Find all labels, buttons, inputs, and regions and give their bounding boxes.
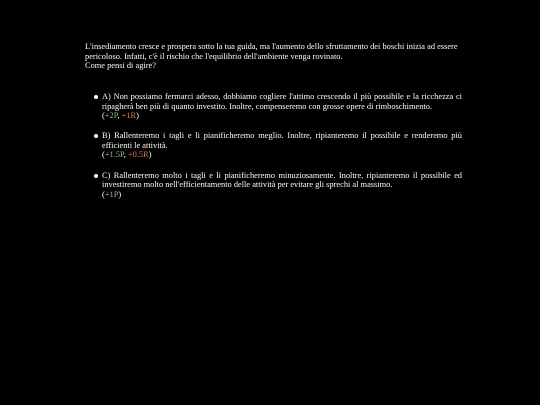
event-panel: [85, 42, 462, 71]
event-description: [85, 42, 462, 71]
effect-positive: +1.5P: [104, 150, 124, 160]
bullet-icon: [94, 134, 98, 138]
choice-effects: (+1P): [102, 189, 122, 199]
choice-option-c[interactable]: [94, 171, 462, 200]
choice-list: [94, 92, 462, 210]
effect-negative: +1R: [121, 111, 137, 121]
event-text: L'insediamento cresce e prospera sotto la tua guida, ma l'aumento dello sfruttamento dei boschi inizia ad essere pericoloso. Infatti, c'è il rischio che l'equilibrio dell'ambiente venga rovinato.: [85, 42, 458, 61]
choice-effects: (+1.5P, +0.5R): [102, 150, 152, 160]
choice-text: B) Rallenteremo i tagli e li pianificheremo meglio. Inoltre, ripianteremo il possibile e renderemo più efficienti le attività.: [102, 131, 462, 150]
choice-option-b[interactable]: [94, 131, 462, 160]
effect-separator: ,: [117, 111, 122, 121]
effect-negative: +0.5R: [127, 150, 149, 160]
effect-positive: +1P: [104, 189, 119, 199]
choice-effects: (+2P, +1R): [102, 111, 139, 121]
event-question: Come pensi di agire?: [85, 61, 156, 71]
effect-separator: ,: [123, 150, 128, 160]
choice-option-a[interactable]: [94, 92, 462, 121]
effect-positive: +2P: [104, 111, 118, 121]
choice-text: A) Non possiamo fermarci adesso, dobbiamo cogliere l'attimo crescendo il più possibile e la ricchezza ci ripagherà ben più di quanto investito. Inoltre, compenseremo con grosse opere di rimboschimento.: [102, 92, 462, 111]
choice-text: C) Rallenteremo molto i tagli e li pianificheremo minuziosamente. Inoltre, ripianteremo il possibile ed investiremo molto nell'efficientamento delle attività per evitare gli sprechi al massimo.: [102, 170, 462, 190]
bullet-icon: [94, 95, 98, 99]
bullet-icon: [94, 174, 98, 178]
